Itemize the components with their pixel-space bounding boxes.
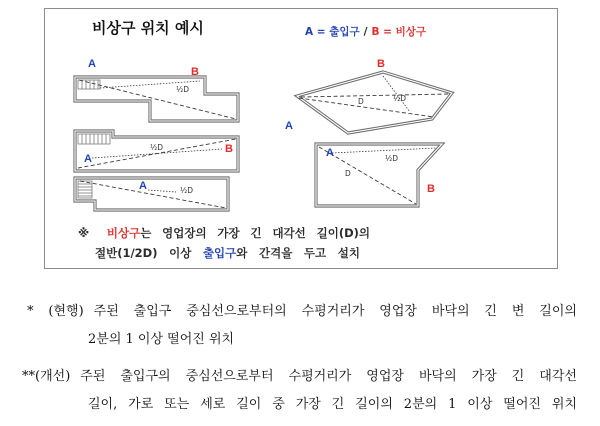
floor-plan-5-exit-label: B (427, 183, 435, 195)
floor-plan-3-half-diagonal-line (148, 190, 176, 192)
floor-plan-5-walls-inner (316, 144, 442, 206)
note-entrance-word: 출입구 (202, 246, 237, 260)
floor-plan-3-diagonal-line (80, 181, 226, 208)
floor-plan-4-walls (297, 72, 452, 133)
figure-title: 비상구 위치 예시 (92, 19, 204, 37)
reference-mark: ※ (78, 226, 107, 240)
floor-plan-3-half-diagonal-label: ½D (180, 186, 194, 195)
floor-plan-4-diagonal-line-2 (301, 94, 448, 97)
floor-plan-4 (285, 58, 452, 133)
floor-plan-2-stairwell (78, 134, 110, 144)
note-line-2-text-before: 절반(1/2D) 이상 (95, 246, 203, 260)
floor-plan-5 (316, 144, 442, 206)
floor-plan-4-half-diagonal-label: ½D (393, 94, 407, 103)
floor-plan-2-entrance-label: A (84, 153, 92, 165)
current-rule-marker: * (현행) (27, 304, 84, 319)
floor-plan-1-half-diagonal-label: ½D (176, 85, 190, 94)
current-rule-text-1: 주된 출입구 중심선으로부터의 수평거리가 영업장 바닥의 긴 변 길이의 (93, 304, 577, 319)
floor-plan-5-walls (316, 144, 442, 206)
stairwell-frame (78, 181, 92, 198)
floor-plan-1-exit-label: B (191, 66, 199, 78)
improved-rule-marker: **(개선) (22, 369, 71, 384)
current-rule-line-2: 2분의 1 이상 떨어진 위치 (88, 332, 235, 347)
legend-separator: / (363, 26, 368, 38)
floor-plan-2 (75, 131, 238, 171)
figure-note-line-1 (78, 226, 370, 240)
floor-plan-2-exit-label: B (225, 143, 233, 155)
floor-plan-1-stairwell (78, 80, 100, 89)
improved-rule-line-2: 길이, 가로 또는 세로 길이 중 가장 긴 길이의 2분의 1 이상 떨어진 위치 (88, 397, 577, 412)
figure-note-line-2 (95, 246, 360, 260)
note-line-2-text-after: 와 간격을 두고 설치 (236, 246, 360, 260)
floor-plan-3-entrance-label: A (139, 180, 147, 192)
floor-plan-3 (75, 178, 228, 210)
legend-entrance: A = 출입구 (305, 26, 360, 38)
floor-plan-1-entrance-label: A (88, 58, 96, 70)
floor-plan-5-half-diagonal-label: ½D (385, 154, 399, 163)
floor-plan-4-exit-label: B (377, 58, 385, 70)
floor-plan-4-diagonal-line (299, 98, 434, 117)
note-line-1-text: 는 영업장의 가장 긴 대각선 길이(D)의 (140, 226, 370, 240)
floor-plan-4-walls-inner (297, 72, 452, 133)
floor-plan-5-half-diagonal-line (332, 148, 436, 153)
improved-rule-text-1: 주된 출입구의 중심선으로부터 수평거리가 영업장 바닥의 가장 긴 대각선 (80, 369, 577, 384)
improved-rule-line-1 (22, 368, 577, 386)
stairwell-frame (78, 80, 100, 89)
note-exit-word: 비상구 (106, 226, 141, 240)
floor-plan-1 (75, 58, 238, 121)
floor-plan-4-diagonal-label: D (358, 97, 364, 106)
current-rule-line-1 (27, 303, 577, 321)
legend-exit: B = 비상구 (371, 26, 427, 38)
floor-plan-2-half-diagonal-label: ½D (150, 143, 164, 152)
floor-plan-5-entrance-label: A (326, 147, 334, 159)
floor-plan-4-entrance-label: A (285, 120, 293, 132)
floor-plan-5-diagonal-label: D (345, 169, 351, 178)
floor-plan-3-stairwell (78, 181, 92, 198)
